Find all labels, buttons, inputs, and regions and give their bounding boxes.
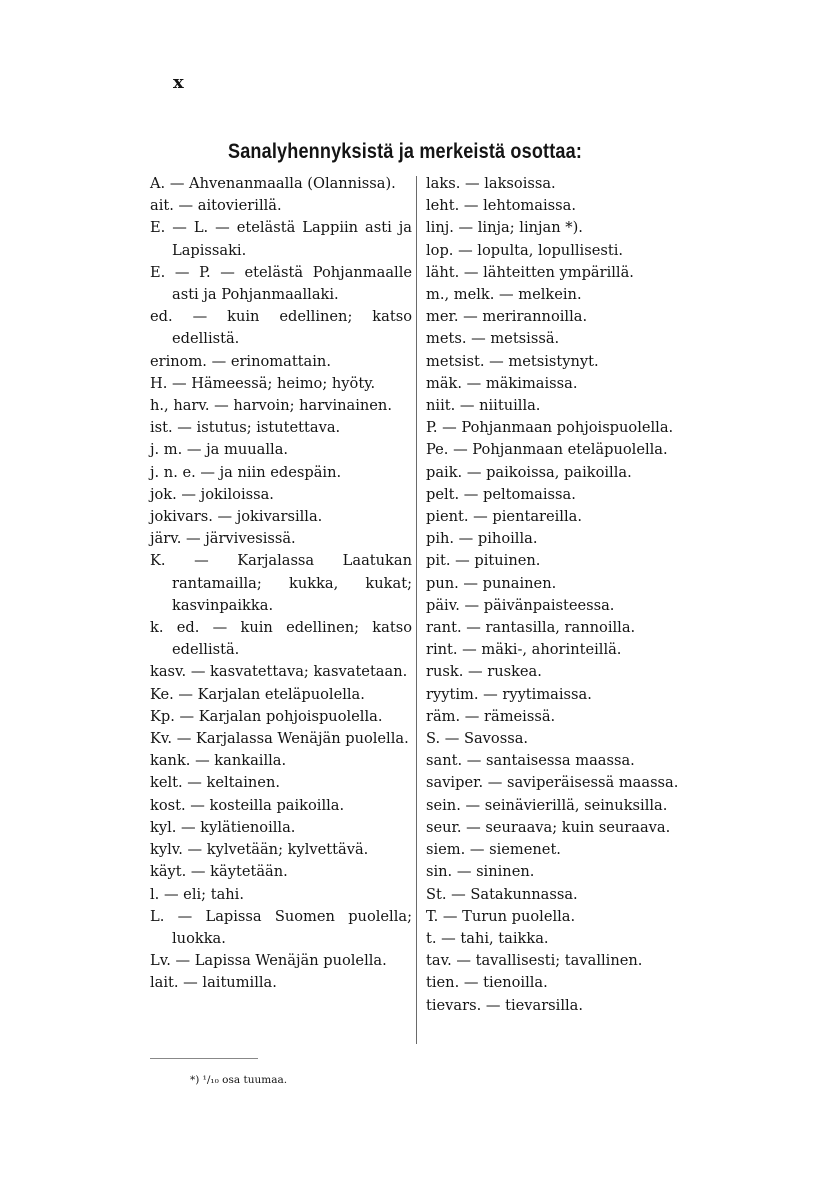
abbreviation-entry: linj. — linja; linjan *). <box>426 219 583 237</box>
abbreviation-entry: metsist. — metsistynyt. <box>426 352 599 370</box>
abbreviation-entry: m., melk. — melkein. <box>426 286 582 304</box>
abbreviation-entry: seur. — seuraava; kuin seuraava. <box>426 818 671 836</box>
abbreviation-entry: mets. — metsissä. <box>426 330 560 348</box>
abbreviation-entry: räm. — rämeissä. <box>426 707 556 725</box>
abbreviation-entry: E. — P. — etelästä Pohjanmaalle asti ja Pohjanmaallaki. <box>150 263 412 304</box>
abbreviation-entry: laks. — laksoissa. <box>426 175 556 192</box>
abbreviation-entry: pih. — pihoilla. <box>426 530 538 548</box>
abbreviation-entry: lait. — laitumilla. <box>150 974 277 992</box>
abbreviation-entry: paik. — paikoissa, paikoilla. <box>426 463 632 481</box>
abbreviation-entry: St. — Satakunnassa. <box>426 885 578 903</box>
abbreviation-entry: rant. — rantasilla, rannoilla. <box>426 619 636 637</box>
abbreviation-entry: ryytim. — ryytimaissa. <box>426 685 592 703</box>
abbreviation-entry: kylv. — kylvetään; kylvettävä. <box>150 841 369 859</box>
page-heading: Sanalyhennyksistä ja merkeistä osottaa: <box>228 140 583 163</box>
abbreviation-entry: Kp. — Karjalan pohjoispuolella. <box>150 707 383 725</box>
abbreviation-entry: T. — Turun puolella. <box>426 907 576 925</box>
abbreviation-entry: Pe. — Pohjanmaan eteläpuolella. <box>426 441 668 459</box>
abbreviation-column-left <box>150 173 412 995</box>
abbreviation-entry: ait. — aitovierillä. <box>150 197 282 215</box>
abbreviation-entry: tav. — tavallisesti; tavallinen. <box>426 952 643 970</box>
abbreviation-entry: pit. — pituinen. <box>426 552 541 570</box>
abbreviation-entry: S. — Savossa. <box>426 730 529 748</box>
abbreviation-entry: k. ed. — kuin edellinen; katso edellistä. <box>150 619 412 659</box>
abbreviation-entry: sin. — sininen. <box>426 863 535 881</box>
footnote-rule <box>150 1058 258 1059</box>
abbreviation-entry: saviper. — saviperäisessä maassa. <box>426 774 679 792</box>
abbreviation-entry: Lv. — Lapissa Wenäjän puolella. <box>150 952 387 970</box>
abbreviation-entry: kyl. — kylätienoilla. <box>150 818 296 836</box>
abbreviation-entry: A. — Ahvenanmaalla (Olannissa). <box>150 175 396 192</box>
abbreviation-entry: jokivars. — jokivarsilla. <box>150 508 323 526</box>
abbreviation-entry: P. — Pohjanmaan pohjoispuolella. <box>426 419 674 437</box>
abbreviation-entry: sein. — seinävierillä, seinuksilla. <box>426 796 668 814</box>
abbreviation-entry: pelt. — peltomaissa. <box>426 485 576 503</box>
abbreviation-entry: kasv. — kasvatettava; kasvatetaan. <box>150 663 408 681</box>
abbreviation-entry: läht. — lähteitten ympärillä. <box>426 263 634 281</box>
abbreviation-entry: h., harv. — harvoin; harvinainen. <box>150 397 392 415</box>
page-number: x <box>173 72 184 93</box>
footnote: *) ¹/₁₀ osa tuumaa. <box>190 1074 288 1086</box>
abbreviation-entry: Kv. — Karjalassa Wenäjän puolella. <box>150 730 409 748</box>
abbreviation-entry: käyt. — käytetään. <box>150 863 288 881</box>
abbreviation-column-right <box>426 173 694 1017</box>
abbreviation-entry: jok. — jokiloissa. <box>150 485 274 503</box>
abbreviation-entry: siem. — siemenet. <box>426 841 561 859</box>
abbreviation-entry: kank. — kankailla. <box>150 752 287 770</box>
abbreviation-entry: Ke. — Karjalan eteläpuolella. <box>150 685 365 703</box>
abbreviation-entry: H. — Hämeessä; heimo; hyöty. <box>150 374 376 392</box>
column-divider <box>416 176 417 1044</box>
abbreviation-entry: järv. — järvivesissä. <box>150 530 296 548</box>
abbreviation-entry: pun. — punainen. <box>426 574 557 592</box>
abbreviation-entry: rint. — mäki-, ahorinteillä. <box>426 641 622 659</box>
abbreviation-entry: K. — Karjalassa Laatukan rantamailla; kukka, kukat; kasvinpaikka. <box>150 552 412 614</box>
abbreviation-entry: erinom. — erinomattain. <box>150 352 331 370</box>
abbreviation-entry: leht. — lehtomaissa. <box>426 197 576 215</box>
abbreviation-entry: ist. — istutus; istutettava. <box>150 419 341 437</box>
abbreviation-entry: mer. — merirannoilla. <box>426 308 588 326</box>
abbreviation-entry: kost. — kosteilla paikoilla. <box>150 796 345 814</box>
abbreviation-entry: l. — eli; tahi. <box>150 885 244 903</box>
abbreviation-entry: kelt. — keltainen. <box>150 774 280 792</box>
abbreviation-entry: j. m. — ja muualla. <box>150 441 289 459</box>
abbreviation-entry: pient. — pientareilla. <box>426 508 582 526</box>
abbreviation-entry: rusk. — ruskea. <box>426 663 542 681</box>
abbreviation-entry: t. — tahi, taikka. <box>426 929 549 947</box>
abbreviation-entry: ed. — kuin edellinen; katso edellistä. <box>150 308 412 348</box>
abbreviation-entry: niit. — niituilla. <box>426 397 541 415</box>
abbreviation-entry: j. n. e. — ja niin edespäin. <box>150 463 342 481</box>
abbreviation-entry: tievars. — tievarsilla. <box>426 996 584 1014</box>
abbreviation-entry: E. — L. — etelästä Lappiin asti ja Lapissaki. <box>150 219 412 259</box>
abbreviation-entry: mäk. — mäkimaissa. <box>426 374 578 392</box>
abbreviation-entry: tien. — tienoilla. <box>426 974 548 992</box>
abbreviation-entry: päiv. — päivänpaisteessa. <box>426 596 615 614</box>
abbreviation-entry: lop. — lopulta, lopullisesti. <box>426 241 623 259</box>
abbreviation-entry: L. — Lapissa Suomen puolella; luokka. <box>150 907 412 947</box>
abbreviation-entry: sant. — santaisessa maassa. <box>426 752 635 770</box>
